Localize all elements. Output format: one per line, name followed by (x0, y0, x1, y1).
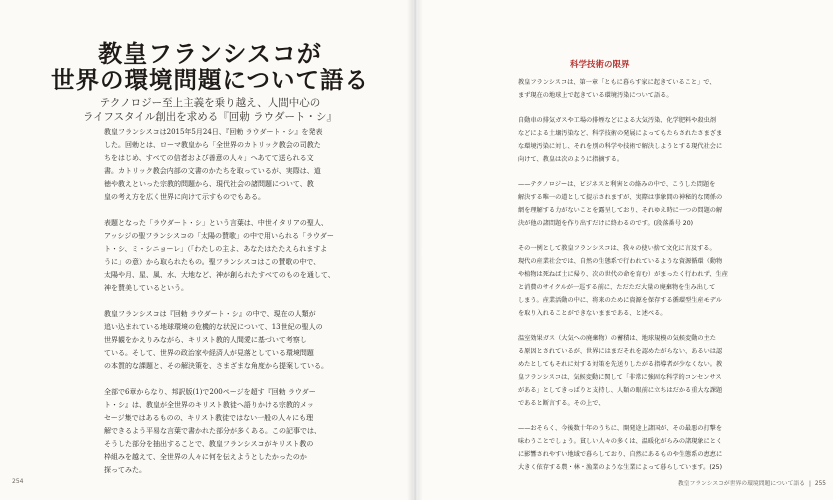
text-line: などによる土壌汚染など、科学技術の発展によってもたらされたさまざま (518, 130, 723, 137)
article-title-line-1: 教皇フランシスコが (98, 39, 322, 68)
text-line: や植物は死ねば土に帰り、次の世代の命を育む）がまったく行われず、生産 (518, 271, 728, 278)
text-line: 追い込まれている地球環境の危機的な状況について、13世紀の聖人の (104, 323, 323, 331)
text-line: 解できるよう平易な言葉で書かれた部分が多くある。この記事では、 (104, 427, 321, 435)
paragraph (512, 242, 764, 320)
text-line: を取り入れることができないままである、と述べる。 (518, 310, 667, 317)
quoted-paragraph (512, 178, 764, 230)
paragraph (512, 332, 764, 410)
footer-separator: | (808, 481, 811, 487)
text-line: 決が他の諸問題を作り出すだけに終わるのです。(段落番号 20) (518, 220, 694, 227)
text-line: 大きく依存する農・林・漁業のような生業によって暮らしています。(25) (518, 464, 723, 471)
text-line: の本質的な課題と、その解決策を、さまざまな角度から提案している。 (104, 362, 328, 370)
left-body-text (97, 126, 335, 490)
text-line: 神を賛美しているという。 (104, 284, 188, 292)
right-body-text (512, 76, 764, 486)
text-line: まず現在の地球上で起きている環境汚染について語る。 (518, 92, 673, 99)
article-subtitle-line-2: ライフスタイル創出を求める『回勅 ラウダート・シ』 (83, 111, 337, 123)
left-page (0, 0, 413, 500)
text-line: 温室効果ガス（大気への廃棄物）の蓄積は、地球規模の気候変動の主た (518, 335, 716, 342)
text-line: がある」としてきっぱりと支持し、人類の眼前に立ちはだかる重大な課題 (518, 387, 723, 394)
text-line: 枠組みを越えて、全世界の人々に何を伝えようとしたかったのか (104, 453, 307, 461)
text-line: ちをはじめ、すべての信者および善意の人々」へあてて送られる文 (104, 154, 314, 162)
text-line: セージ集ではあるものの、キリスト教徒ではない一般の人々にも理 (104, 414, 314, 422)
text-line: であると断言する。その上で、 (518, 400, 605, 407)
text-line: 皇フランシスコは、気候変動に関して「非常に強固な科学的コンセンサス (518, 374, 722, 381)
text-line: ト・シ』は、教皇が全世界のキリスト教徒へ語りかける宗教的メッ (104, 401, 314, 409)
text-line: 太陽や月、星、風、水、大地など、神が創られたすべてのものを通して、 (104, 271, 335, 279)
text-line: な環境汚染に対し、それを別の科学や技術で解決しようとする現代社会に (518, 143, 723, 150)
text-line: る原因とされているが、世界にはまだそれを認めたがらない、あるいは認 (518, 348, 723, 355)
text-line: 向けて、教皇は次のように指摘する。 (518, 156, 624, 163)
running-footer (650, 478, 826, 487)
text-line: 網を理解する力がないことを露呈しており、それゆえ時に一つの問題の解 (518, 207, 723, 214)
text-line: アッシジの聖フランシスコの「太陽の賛歌」の中で用いられる「ラウダー (104, 232, 334, 240)
text-line: そうした部分を抽出することで、教皇フランシスコがキリスト教の (104, 440, 314, 448)
text-line: した。回勅とは、ローマ教皇から「全世界のカトリック教会の司教た (104, 141, 321, 149)
text-line: 教皇フランシスコは、第一章「ともに暮らす家に起きていること」で、 (518, 79, 716, 86)
text-line: しまう。産業活動の中に、将来のために資源を保存する循環型生産モデル (518, 297, 722, 304)
text-line: ——テクノロジーは、ビジネスと利害との絡みの中で、こうした問題を (518, 181, 716, 188)
text-line: 徳や教えといった宗教的問題から、現代社会の諸問題について、教 (104, 180, 314, 188)
text-line: 書。カトリック教会内部の文書のかたちを取っているが、実際は、道 (104, 167, 321, 175)
text-line: ト・シ、ミ・シニョーレ」（「わたしの主よ、あなたはたたえられますよ (104, 245, 328, 253)
paragraph (97, 308, 329, 373)
book-gutter-shadow (407, 0, 423, 500)
text-line: 教皇フランシスコは2015年5月24日、『回勅 ラウダート・シ』を発表 (104, 128, 323, 136)
page-number-right: 255 (814, 481, 826, 487)
text-line: 世界観をかえりみながら、キリスト教的人間愛に基づいて考察し (104, 336, 307, 344)
paragraph (97, 217, 335, 295)
text-line: めたとしてもそれに対する対策を先送りしたがる指導者が少なくない。教 (518, 361, 723, 368)
text-line: に影響されやすい地域で暮らしており、自然にあるものや生態系の恵恵に (518, 451, 723, 458)
paragraph (97, 126, 329, 204)
text-line: ている。そして、世界の政治家や経済人が見落としている環境問題 (104, 349, 314, 357)
page-number-left: 254 (12, 478, 24, 485)
text-line: 解決する唯一の道として提示されますが、実際は事象間の神秘的な関係の (518, 194, 723, 201)
paragraph (512, 76, 764, 102)
text-line: ——おそらく、今後数十年のうちに、開発途上諸国が、その最悪の打撃を (518, 425, 723, 432)
text-line: うに」の意）から取られたもの。聖フランシスコはこの賛歌の中で、 (104, 258, 321, 266)
text-line: その一例として教皇フランシスコは、我々の使い捨て文化に言及する。 (518, 245, 716, 252)
text-line: 味わうことでしょう。貧しい人々の多くは、温暖化がらみの諸現象にとく (518, 438, 723, 445)
running-footer-title: 教皇フランシスコが世界の環境問題について語る (677, 481, 805, 487)
article-title-line-2: 世界の環境問題について語る (50, 66, 370, 94)
text-line: 現代の産業社会では、自然の生態系で行われているような資源循環（動物 (518, 258, 723, 265)
article-subtitle-line-1: テクノロジー至上主義を乗り越え、人間中心の (99, 97, 321, 109)
paragraph (97, 386, 329, 477)
text-line: 自動車の排気ガスや工場の排煙などによる大気汚染、化学肥料や殺虫剤 (518, 117, 716, 124)
text-line: 教皇フランシスコは『回勅 ラウダート・シ』の中で、現在の人類が (104, 310, 316, 318)
text-line: 探ってみた。 (104, 466, 146, 474)
text-line: と消費のサイクルが一巡する前に、ただただ大量の廃棄物を生み出して (518, 284, 716, 291)
text-line: 表題となった「ラウダート・シ」という言葉は、中世イタリアの聖人、 (104, 219, 328, 227)
paragraph (512, 114, 764, 166)
text-line: 全部で6章からなり、邦訳版(1)で200ページを超す『回勅 ラウダー (104, 388, 316, 396)
section-heading: 科学技術の限界 (570, 60, 630, 70)
text-line: 皇の考え方を広く世界に向けて示すものでもある。 (104, 193, 265, 201)
quoted-paragraph (512, 422, 764, 474)
